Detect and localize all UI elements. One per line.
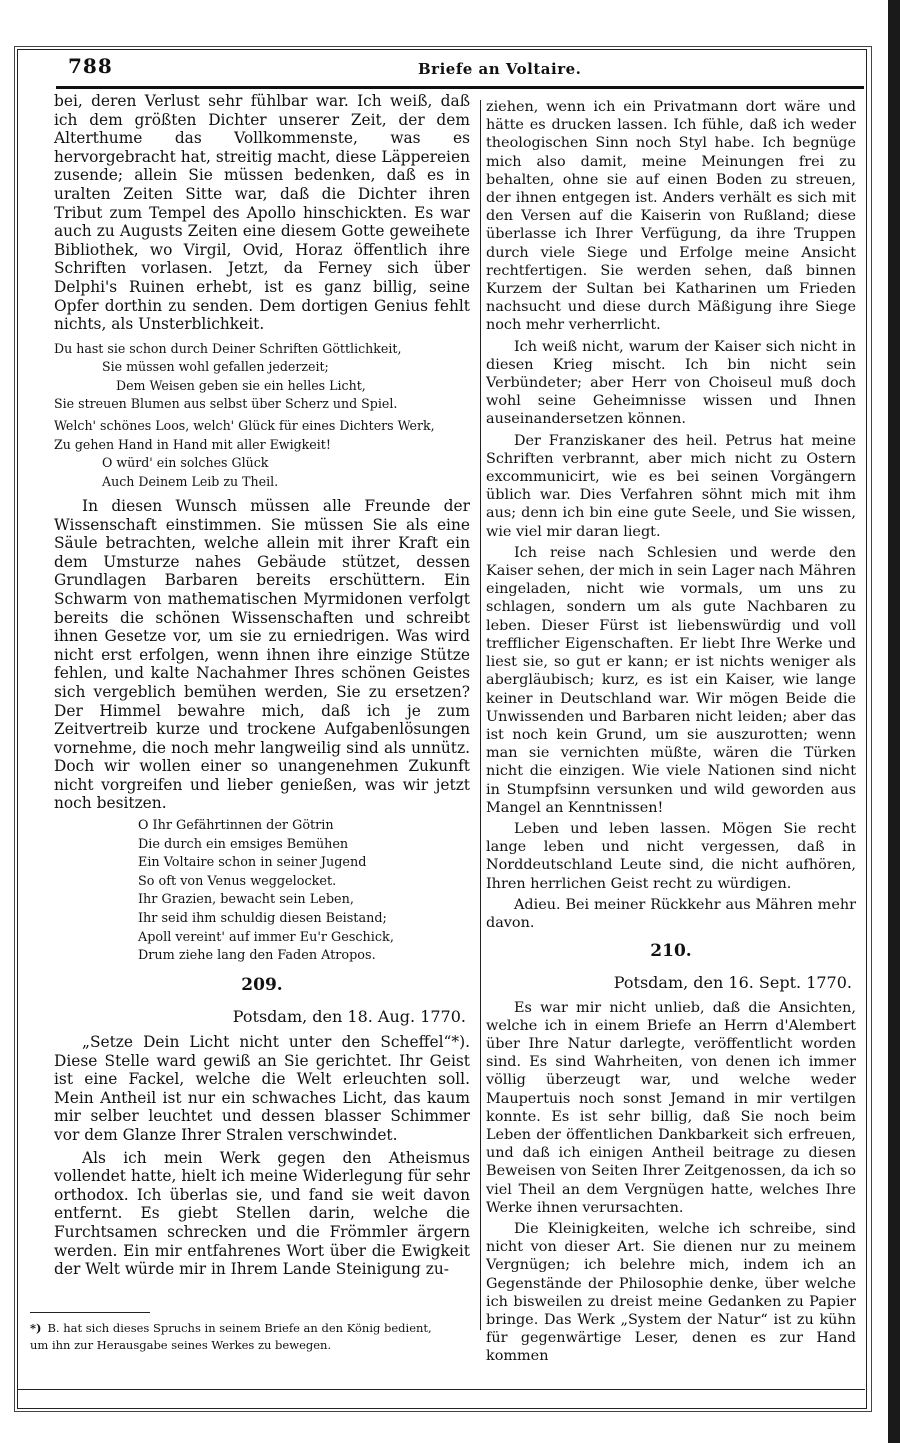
- verse-line: Zu gehen Hand in Hand mit aller Ewigkeit!: [54, 436, 331, 452]
- verse-line: Drum ziehe lang den Faden Atropos.: [138, 948, 376, 964]
- paragraph: Ich weiß nicht, warum der Kaiser sich nicht in diesen Krieg mischt. Ich bin nicht sein Verbündeter; aber Herr von Choiseul muß doch wohl seine Geheimnisse wissen und Ihnen auseinandersetzen können.: [486, 338, 856, 428]
- letter-dateline: Potsdam, den 18. Aug. 1770.: [232, 1007, 466, 1027]
- verse-line: O würd' ein solches Glück: [102, 455, 269, 471]
- paragraph: Adieu. Bei meiner Rückkehr aus Mähren mehr davon.: [486, 896, 856, 931]
- paragraph: „Setze Dein Licht nicht unter den Scheffel“*). Diese Stelle ward gewiß an Sie gerichtet. Ihr Geist ist eine Fackel, welche die Welt erleuchten soll. Mein Antheil ist nur ein schwaches Licht, das kaum mir selber leuchtet und dessen blasser Schimmer vor dem Glanze Ihrer Stralen verschwindet.: [54, 1033, 470, 1144]
- verse-line: Apoll vereint' auf immer Eu'r Geschick,: [138, 929, 394, 945]
- letter-number: 210.: [650, 941, 692, 962]
- verse-block: [54, 340, 470, 491]
- verse-line: Du hast sie schon durch Deiner Schriften Göttlichkeit,: [54, 340, 402, 356]
- verse-line: O Ihr Gefährtinnen der Götrin: [138, 818, 334, 834]
- paragraph: Der Franziskaner des heil. Petrus hat meine Schriften verbrannt, aber mich nicht zu Ostern excommunicirt, wie es bei seinen Vorgängern üblich war. Dies Verfahren söhnt mich mit ihm aus; denn ich bin eine gute Seele, und Sie wissen, wie viel mir daran liegt.: [486, 432, 856, 540]
- verse-block: [54, 817, 470, 966]
- footnote-rule: [30, 1312, 150, 1313]
- page-header: [56, 52, 856, 82]
- paragraph: In diesen Wunsch müssen alle Freunde der Wissenschaft einstimmen. Sie müssen Sie als eine Säule betrachten, welche allein mit ihrer Kraft ein dem Umsturze nahes Gebäude stützet, dessen Grundlagen Barbaren bereits erschüttern. Ein Schwarm von mathematischen Myrmidonen verfolgt bereits die schönen Wissenschaften und schreibt ihnen Gesetze vor, um sie zu erniedrigen. Was wird nicht erst erfolgen, wenn ihnen ihre einzige Stütze fehlen, und kalte Nachahmer Ihres schönen Geistes sich vergeblich bemühen werden, Sie zu ersetzen? Der Himmel bewahre mich, daß ich je zum Zeitvertreib kurze und trockene Aufgabenlösungen vornehme, die noch mehr langweilig sind als unnütz. Doch wir wollen einer so unangenehmen Zukunft nicht vorgreifen und lieber genießen, was wir jetzt noch besitzen.: [54, 496, 470, 813]
- footnote-mark: *): [30, 1321, 42, 1335]
- right-column: [486, 98, 856, 1366]
- verse-line: So oft von Venus weggelocket.: [138, 873, 337, 889]
- page-number: 788: [68, 54, 113, 78]
- footnote-text: B. hat sich dieses Spruchs in seinem Briefe an den König bedient, um ihn zur Herausgabe seines Werkes zu bewegen.: [30, 1321, 432, 1352]
- verse-line: Ihr Grazien, bewacht sein Leben,: [138, 892, 354, 908]
- verse-line: Welch' schönes Loos, welch' Glück für eines Dichters Werk,: [54, 418, 435, 434]
- paragraph: Ich reise nach Schlesien und werde den Kaiser sehen, der mich in sein Lager nach Mähren eingeladen, nicht wie vormals, um uns zu schlagen, sondern um als gute Nachbaren zu leben. Dieser Fürst ist liebenswürdig und voll trefflicher Eigenschaften. Er liebt Ihre Werke und liest sie, so gut er kann; er ist nichts weniger als abergläubisch; kurz, es ist ein Kaiser, wie lange keiner in Deutschland war. Wir mögen Beide die Unwissenden und Barbaren nicht leiden; aber das ist noch kein Grund, um sie auszurotten; wenn man sie vernichten müßte, wären die Türken nicht die einzigen. Wie viele Nationen sind nicht in Stumpfsinn versunken und wild geworden aus Mangel an Kenntnissen!: [486, 544, 856, 816]
- letter-number: 209.: [241, 974, 283, 995]
- verse-line: Die durch ein emsiges Bemühen: [138, 836, 349, 852]
- page-edge-shadow: [888, 0, 900, 1443]
- paragraph: bei, deren Verlust sehr fühlbar war. Ich weiß, daß ich dem größten Dichter unserer Zeit, der dem Alterthume das Vollkommenste, was es hervorgebracht hat, streitig macht, diese Läppereien zusende; allein Sie müssen bedenken, daß es in uralten Zeiten Sitte war, daß die Dichter ihren Tribut zum Tempel des Apollo hinschickten. Es war auch zu Augusts Zeiten eine diesem Gotte geweihete Bibliothek, wo Virgil, Ovid, Horaz öffentlich ihre Schriften vorlasen. Jetzt, da Ferney sich über Delphi's Ruinen erhebt, ist es ganz billig, seine Opfer dorthin zu senden. Dem dortigen Genius fehlt nichts, als Unsterblichkeit.: [54, 92, 470, 334]
- footnote: [30, 1320, 450, 1354]
- paragraph: Es war mir nicht unlieb, daß die Ansichten, welche ich in einem Briefe an Herrn d'Alembert über Ihre Natur darlegte, veröffentlicht worden sind. Es sind Wahrheiten, von denen ich immer völlig überzeugt war, und welche weder Maupertuis noch sonst Jemand in mir vertilgen konnte. Es ist sehr billig, daß Sie noch beim Leben der öffentlichen Dankbarkeit sich erfreuen, und daß ich einigen Antheil beitrage zu diesen Beweisen von Seiten Ihrer Zeitgenossen, da ich so viel Theil an dem Vergnügen hatte, welches Ihre Werke ihnen verursachten.: [486, 999, 856, 1216]
- verse-line: Auch Deinem Leib zu Theil.: [102, 473, 279, 489]
- left-column: [54, 92, 470, 1279]
- running-head: Briefe an Voltaire.: [418, 60, 582, 78]
- paragraph: Die Kleinigkeiten, welche ich schreibe, sind nicht von dieser Art. Sie dienen nur zu meinem Vergnügen; ich belehre mich, indem ich an Gegenstände der Philosophie denke, über welche ich bisweilen zu dreist meine Gedanken zu Papier bringe. Das Werk „System der Natur“ ist zu kühn für gegenwärtige Leser, denen es zur Hand kommen: [486, 1220, 856, 1365]
- column-divider: [480, 100, 481, 1330]
- letter-dateline: Potsdam, den 16. Sept. 1770.: [613, 973, 852, 993]
- verse-line: Dem Weisen geben sie ein helles Licht,: [116, 377, 366, 393]
- paragraph: Als ich mein Werk gegen den Atheismus vollendet hatte, hielt ich meine Widerlegung für sehr orthodox. Ich überlas sie, und fand sie weit davon entfernt. Es giebt Stellen darin, welche die Furchtsamen schrecken und die Frömmler ärgern werden. Ein mir entfahrenes Wort über die Ewigkeit der Welt würde mir in Ihrem Lande Steinigung zu-: [54, 1148, 470, 1279]
- verse-line: Ihr seid ihm schuldig diesen Beistand;: [138, 911, 387, 927]
- verse-line: Sie streuen Blumen aus selbst über Scherz und Spiel.: [54, 395, 398, 411]
- bottom-rule: [17, 1389, 865, 1390]
- paragraph: ziehen, wenn ich ein Privatmann dort wäre und hätte es drucken lassen. Ich fühle, daß ich weder theologischen Sinn noch Styl habe. Ich begnüge mich also damit, meine Meinungen frei zu behalten, ohne sie auf einen Boden zu streuen, der ihnen entgegen ist. Anders verhält es sich mit den Versen auf die Kaiserin von Rußland; diese überlasse ich Ihrer Verfügung, da ihre Truppen durch viele Siege und Erfolge meine Ansicht rechtfertigen. Sie werden sehen, daß binnen Kurzem der Sultan bei Katharinen um Frieden nachsucht und diese durch Mäßigung ihre Siege noch mehr verherrlicht.: [486, 99, 856, 334]
- header-rule: [56, 86, 864, 89]
- paragraph: Leben und leben lassen. Mögen Sie recht lange leben und nicht vergessen, daß in Norddeutschland Leute sind, die nicht aufhören, Ihren herrlichen Geist recht zu würdigen.: [486, 820, 856, 892]
- verse-line: Ein Voltaire schon in seiner Jugend: [138, 855, 367, 871]
- verse-line: Sie müssen wohl gefallen jederzeit;: [102, 359, 329, 375]
